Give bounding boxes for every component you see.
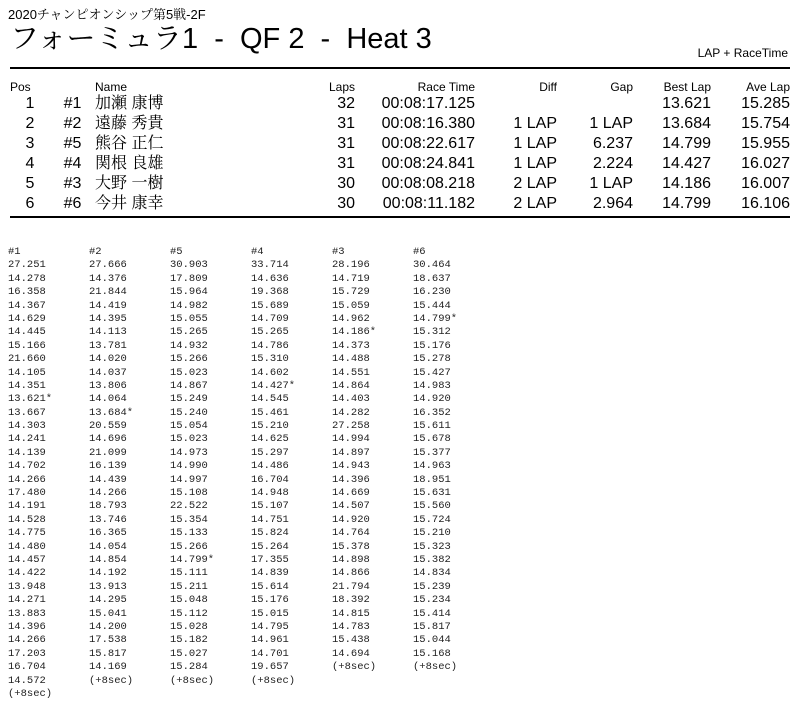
lap-time: 14.200: [89, 620, 127, 633]
lap-time: (+8sec): [413, 661, 458, 674]
cell-pos: 2: [25, 115, 35, 132]
cell-laps: 31: [337, 155, 355, 172]
lap-time: 14.786: [251, 339, 289, 352]
cell-name: 大野 一樹: [95, 175, 164, 192]
cell-best-lap: 13.684: [662, 115, 711, 132]
lap-time: 14.191: [8, 500, 46, 513]
lap-time: 15.560: [413, 500, 451, 513]
lap-time: 13.883: [8, 607, 46, 620]
cell-diff: 2 LAP: [513, 175, 557, 192]
lap-time: 15.678: [413, 433, 451, 446]
lap-time: 14.457: [8, 553, 46, 566]
lap-time: 15.108: [170, 487, 208, 500]
lap-time: 13.806: [89, 379, 127, 392]
lap-time: 14.920: [413, 393, 451, 406]
cell-ave-lap: 15.285: [741, 95, 790, 112]
cell-best-lap: 14.799: [662, 195, 711, 212]
table-row: [10, 154, 790, 174]
header-best-lap: Best Lap: [663, 80, 711, 94]
lap-time: 14.815: [332, 607, 370, 620]
lap-column: [89, 246, 170, 701]
cell-race-time: 00:08:11.182: [382, 195, 475, 212]
lap-time: 13.746: [89, 513, 127, 526]
lap-time: 15.729: [332, 286, 370, 299]
lap-time: 21.660: [8, 353, 46, 366]
lap-time: 19.657: [251, 661, 289, 674]
lap-time: 15.240: [170, 406, 208, 419]
lap-column: [170, 246, 251, 701]
header-ave-lap: Ave Lap: [746, 80, 790, 94]
lap-time: 16.230: [413, 286, 451, 299]
lap-time: 15.414: [413, 607, 451, 620]
cell-gap: 1 LAP: [589, 115, 633, 132]
lap-time: 14.351: [8, 379, 46, 392]
lap-time: 17.355: [251, 553, 289, 566]
lap-time: 14.439: [89, 473, 127, 486]
lap-time: 14.834: [413, 567, 451, 580]
cell-best-lap: 14.427: [662, 155, 711, 172]
cell-race-time: 00:08:22.617: [381, 135, 475, 152]
lap-time: 15.265: [251, 326, 289, 339]
lap-time: 14.795: [251, 620, 289, 633]
lap-time: 14.241: [8, 433, 46, 446]
lap-column-car: #3: [332, 246, 345, 258]
lap-time: 14.636: [251, 272, 289, 285]
lap-time: 33.714: [251, 259, 289, 272]
lap-time: 15.112: [170, 607, 208, 620]
lap-column-car: #5: [170, 246, 183, 258]
lap-time: 17.538: [89, 634, 127, 647]
lap-time: 14.932: [170, 339, 208, 352]
lap-time: 18.392: [332, 594, 370, 607]
lap-time: 14.719: [332, 272, 370, 285]
cell-pos: 4: [25, 155, 35, 172]
lap-time: 15.210: [251, 420, 289, 433]
lap-time: 14.709: [251, 312, 289, 325]
cell-name: 熊谷 正仁: [95, 135, 164, 152]
lap-time: 15.015: [251, 607, 289, 620]
lap-time: 15.133: [170, 527, 208, 540]
lap-time: 14.427*: [251, 379, 296, 392]
lap-time: 14.898: [332, 553, 370, 566]
lap-time: 14.545: [251, 393, 289, 406]
cell-ave-lap: 15.955: [741, 135, 790, 152]
lap-time: 14.528: [8, 513, 46, 526]
lap-time: 15.041: [89, 607, 127, 620]
lap-column: [413, 246, 494, 701]
lap-time: 14.367: [8, 299, 46, 312]
lap-times-block: [8, 246, 494, 701]
lap-time: 15.382: [413, 553, 451, 566]
lap-time: 17.809: [170, 272, 208, 285]
table-row: [10, 134, 790, 154]
lap-time: 15.023: [170, 433, 208, 446]
lap-time: 14.983: [413, 379, 451, 392]
lap-time: 15.265: [170, 326, 208, 339]
lap-time: 14.480: [8, 540, 46, 553]
lap-time: 15.266: [170, 353, 208, 366]
lap-time: (+8sec): [251, 674, 296, 687]
cell-car: #2: [63, 115, 82, 132]
lap-time: 14.266: [8, 473, 46, 486]
lap-time: 13.948: [8, 580, 46, 593]
cell-best-lap: 13.621: [662, 95, 711, 112]
lap-time: 15.055: [170, 312, 208, 325]
lap-time: 14.486: [251, 460, 289, 473]
lap-time: 14.266: [89, 487, 127, 500]
lap-time: 14.403: [332, 393, 370, 406]
lap-time: 15.107: [251, 500, 289, 513]
lap-time: 14.702: [8, 460, 46, 473]
cell-laps: 30: [337, 175, 355, 192]
lap-time: 14.694: [332, 647, 370, 660]
lap-time: 14.551: [332, 366, 370, 379]
cell-gap: 2.964: [592, 195, 633, 212]
lap-time: 15.323: [413, 540, 451, 553]
lap-time: 14.105: [8, 366, 46, 379]
cell-diff: 2 LAP: [513, 195, 557, 212]
cell-ave-lap: 16.106: [741, 195, 790, 212]
lap-time: 16.704: [8, 661, 46, 674]
lap-time: 15.817: [89, 647, 127, 660]
table-row: [10, 174, 790, 194]
lap-time: 30.903: [170, 259, 208, 272]
lap-time: 14.963: [413, 460, 451, 473]
lap-time: 15.278: [413, 353, 451, 366]
cell-name: 今井 康幸: [95, 195, 164, 212]
lap-time: 30.464: [413, 259, 451, 272]
cell-gap: [557, 94, 633, 114]
lap-time: 14.139: [8, 446, 46, 459]
lap-column-car: #4: [251, 246, 264, 258]
lap-time: 14.192: [89, 567, 127, 580]
lap-time: 14.973: [170, 446, 208, 459]
lap-time: 15.048: [170, 594, 208, 607]
cell-race-time: 00:08:24.841: [381, 155, 475, 172]
lap-time: 14.839: [251, 567, 289, 580]
cell-name: 遠藤 秀貴: [95, 115, 164, 132]
lap-time: 17.203: [8, 647, 46, 660]
lap-time: 14.169: [89, 661, 127, 674]
lap-time: 15.111: [170, 567, 208, 580]
lap-time: 14.054: [89, 540, 127, 553]
lap-time: (+8sec): [8, 687, 53, 700]
cell-car: #4: [63, 155, 82, 172]
lap-time: 14.186*: [332, 326, 377, 339]
lap-time: 15.210: [413, 527, 451, 540]
lap-time: 14.373: [332, 339, 370, 352]
lap-time: 14.266: [8, 634, 46, 647]
cell-laps: 31: [337, 135, 355, 152]
lap-time: 14.278: [8, 272, 46, 285]
cell-car: #3: [63, 175, 82, 192]
cell-laps: 32: [337, 95, 355, 112]
lap-time: 14.602: [251, 366, 289, 379]
page-title: フォーミュラ1 - QF 2 - Heat 3: [10, 23, 432, 55]
lap-time: 15.028: [170, 620, 208, 633]
lap-time: 14.488: [332, 353, 370, 366]
lap-time: 15.689: [251, 299, 289, 312]
header-car: [50, 80, 95, 94]
lap-time: 15.176: [413, 339, 451, 352]
cell-best-lap: 14.186: [662, 175, 711, 192]
report-mode: LAP + RaceTime: [697, 46, 788, 60]
lap-time: 14.064: [89, 393, 127, 406]
lap-time: 15.168: [413, 647, 451, 660]
lap-time: 14.020: [89, 353, 127, 366]
lap-time: 14.997: [170, 473, 208, 486]
cell-car: #6: [63, 195, 82, 212]
lap-time: 15.631: [413, 487, 451, 500]
lap-time: 14.775: [8, 527, 46, 540]
header-laps: Laps: [328, 80, 355, 94]
event-subtitle: 2020チャンピオンシップ第5戦-2F: [8, 7, 206, 22]
cell-race-time: 00:08:16.380: [381, 115, 475, 132]
header-diff: Diff: [539, 80, 557, 94]
lap-time: 14.037: [89, 366, 127, 379]
lap-time: 14.751: [251, 513, 289, 526]
header-pos: Pos: [10, 80, 31, 94]
lap-time: (+8sec): [332, 661, 377, 674]
lap-time: 15.264: [251, 540, 289, 553]
cell-diff: 1 LAP: [513, 135, 557, 152]
lap-time: 14.799*: [413, 312, 458, 325]
lap-time: 14.920: [332, 513, 370, 526]
cell-ave-lap: 16.007: [741, 175, 790, 192]
lap-time: 14.395: [89, 312, 127, 325]
lap-time: 14.990: [170, 460, 208, 473]
lap-time: 14.854: [89, 553, 127, 566]
header-race-time: Race Time: [417, 80, 475, 94]
lap-time: 22.522: [170, 500, 208, 513]
lap-time: 13.781: [89, 339, 127, 352]
lap-time: 17.480: [8, 487, 46, 500]
lap-time: 14.507: [332, 500, 370, 513]
lap-time: 21.099: [89, 446, 127, 459]
lap-time: 15.444: [413, 299, 451, 312]
bottom-rule: [10, 216, 790, 218]
lap-time: 13.913: [89, 580, 127, 593]
lap-time: 14.696: [89, 433, 127, 446]
lap-time: 16.358: [8, 286, 46, 299]
lap-time: 14.625: [251, 433, 289, 446]
table-row: [10, 114, 790, 134]
lap-time: 15.059: [332, 299, 370, 312]
lap-time: 15.182: [170, 634, 208, 647]
cell-car: #1: [63, 95, 82, 112]
lap-time: 28.196: [332, 259, 370, 272]
lap-time: 15.027: [170, 647, 208, 660]
lap-time: 14.943: [332, 460, 370, 473]
lap-time: 15.461: [251, 406, 289, 419]
lap-time: 18.951: [413, 473, 451, 486]
lap-time: 14.303: [8, 420, 46, 433]
lap-time: 15.817: [413, 620, 451, 633]
lap-time: 15.611: [413, 420, 451, 433]
cell-race-time: 00:08:08.218: [381, 175, 475, 192]
cell-pos: 3: [25, 135, 35, 152]
lap-time: 14.669: [332, 487, 370, 500]
lap-time: 14.799*: [170, 553, 215, 566]
lap-time: 15.297: [251, 446, 289, 459]
lap-time: 15.614: [251, 580, 289, 593]
lap-time: 27.666: [89, 259, 127, 272]
cell-gap: 1 LAP: [589, 175, 633, 192]
results-header-row: [10, 80, 790, 94]
table-row: [10, 194, 790, 214]
lap-time: 15.054: [170, 420, 208, 433]
cell-best-lap: 14.799: [662, 135, 711, 152]
lap-time: 13.684*: [89, 406, 134, 419]
lap-column: [251, 246, 332, 701]
lap-time: 14.295: [89, 594, 127, 607]
lap-column-car: #1: [8, 246, 21, 258]
lap-time: 14.701: [251, 647, 289, 660]
cell-pos: 5: [25, 175, 35, 192]
lap-column-car: #2: [89, 246, 102, 258]
lap-time: 14.445: [8, 326, 46, 339]
cell-name: 関根 良雄: [95, 155, 164, 172]
lap-time: 14.994: [332, 433, 370, 446]
lap-time: 15.176: [251, 594, 289, 607]
lap-time: 15.234: [413, 594, 451, 607]
lap-time: 14.396: [332, 473, 370, 486]
lap-time: 14.629: [8, 312, 46, 325]
lap-time: 14.867: [170, 379, 208, 392]
lap-time: 15.427: [413, 366, 451, 379]
cell-diff: 1 LAP: [513, 115, 557, 132]
lap-time: 15.249: [170, 393, 208, 406]
lap-time: 14.271: [8, 594, 46, 607]
lap-time: 16.704: [251, 473, 289, 486]
lap-time: 15.377: [413, 446, 451, 459]
lap-time: 13.621*: [8, 393, 53, 406]
lap-time: 16.365: [89, 527, 127, 540]
lap-time: 14.948: [251, 487, 289, 500]
lap-time: 15.824: [251, 527, 289, 540]
lap-time: 14.419: [89, 299, 127, 312]
lap-time: 14.866: [332, 567, 370, 580]
lap-time: 15.438: [332, 634, 370, 647]
lap-time: 14.897: [332, 446, 370, 459]
lap-time: 15.044: [413, 634, 451, 647]
lap-time: 27.251: [8, 259, 46, 272]
cell-ave-lap: 15.754: [741, 115, 790, 132]
lap-time: 15.284: [170, 661, 208, 674]
lap-time: (+8sec): [170, 674, 215, 687]
lap-time: 15.724: [413, 513, 451, 526]
lap-time: 14.376: [89, 272, 127, 285]
lap-time: 14.864: [332, 379, 370, 392]
lap-time: 14.572: [8, 674, 46, 687]
lap-time: 15.354: [170, 513, 208, 526]
cell-laps: 31: [337, 115, 355, 132]
lap-column: [8, 246, 89, 701]
lap-time: 15.023: [170, 366, 208, 379]
lap-time: 14.282: [332, 406, 370, 419]
lap-time: 18.793: [89, 500, 127, 513]
lap-time: 14.783: [332, 620, 370, 633]
cell-ave-lap: 16.027: [741, 155, 790, 172]
lap-time: 15.166: [8, 339, 46, 352]
lap-time: 21.844: [89, 286, 127, 299]
lap-time: 20.559: [89, 420, 127, 433]
cell-pos: 1: [25, 95, 35, 112]
lap-column: [332, 246, 413, 701]
table-row: [10, 94, 790, 114]
lap-time: 16.352: [413, 406, 451, 419]
cell-diff: 1 LAP: [513, 155, 557, 172]
lap-time: 19.368: [251, 286, 289, 299]
cell-diff: [475, 94, 557, 114]
lap-time: 15.378: [332, 540, 370, 553]
cell-race-time: 00:08:17.125: [381, 95, 475, 112]
cell-pos: 6: [25, 195, 35, 212]
lap-time: 18.637: [413, 272, 451, 285]
top-rule: [10, 67, 790, 69]
lap-time: 21.794: [332, 580, 370, 593]
results-table: [10, 80, 790, 214]
lap-time: 15.266: [170, 540, 208, 553]
cell-gap: 6.237: [592, 135, 633, 152]
header-name: Name: [95, 80, 128, 94]
lap-time: 14.113: [89, 326, 127, 339]
lap-time: 15.310: [251, 353, 289, 366]
lap-time: 13.667: [8, 406, 46, 419]
cell-name: 加瀬 康博: [95, 95, 164, 112]
lap-time: 15.211: [170, 580, 208, 593]
lap-time: 14.961: [251, 634, 289, 647]
lap-time: 16.139: [89, 460, 127, 473]
lap-time: 14.764: [332, 527, 370, 540]
lap-time: 27.258: [332, 420, 370, 433]
lap-time: 14.422: [8, 567, 46, 580]
lap-time: 15.312: [413, 326, 451, 339]
lap-time: 15.964: [170, 286, 208, 299]
cell-gap: 2.224: [592, 155, 633, 172]
lap-time: 15.239: [413, 580, 451, 593]
lap-time: (+8sec): [89, 674, 134, 687]
cell-car: #5: [63, 135, 82, 152]
lap-time: 14.982: [170, 299, 208, 312]
lap-time: 14.962: [332, 312, 370, 325]
lap-column-car: #6: [413, 246, 426, 258]
header-gap: Gap: [610, 80, 633, 94]
cell-laps: 30: [337, 195, 355, 212]
lap-time: 14.396: [8, 620, 46, 633]
